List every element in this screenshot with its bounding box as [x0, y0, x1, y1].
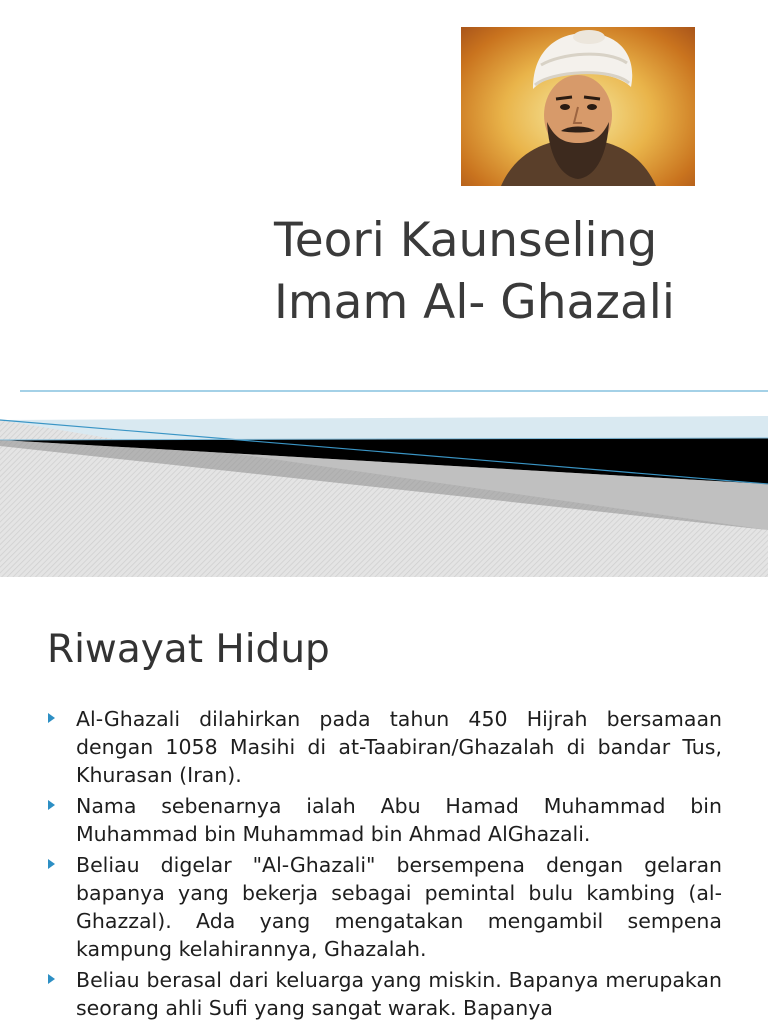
portrait-image: [461, 27, 695, 186]
list-item: [47, 966, 722, 1022]
list-item: [47, 851, 722, 963]
title-line-2: Imam Al- Ghazali: [274, 275, 675, 330]
bullet-arrow-icon: [48, 800, 55, 810]
title-line-1: Teori Kaunseling: [274, 213, 658, 268]
bullet-arrow-icon: [48, 974, 55, 984]
bullet-text: Nama sebenarnya ialah Abu Hamad Muhammad bin Muhammad bin Muhammad bin Ahmad AlGhazali.: [76, 794, 722, 846]
bullet-arrow-icon: [48, 713, 55, 723]
bullet-text: Beliau digelar "Al-Ghazali" bersempena dengan gelaran bapanya yang bekerja sebagai pemintal bulu kambing (al-Ghazzal). Ada yang mengatakan mengambil sempena kampung kelahirannya, Ghazalah.: [76, 853, 722, 961]
content-slide: [0, 577, 768, 1024]
band-graphic: [0, 380, 768, 577]
list-item: [47, 705, 722, 789]
bullet-arrow-icon: [48, 859, 55, 869]
bullet-list: [47, 705, 722, 1024]
slide-title: [274, 210, 744, 334]
slide-heading: Riwayat Hidup: [47, 627, 330, 672]
list-item: [47, 792, 722, 848]
decorative-band: [0, 380, 768, 577]
bullet-text: Beliau berasal dari keluarga yang miskin. Bapanya merupakan seorang ahli Sufi yang sangat warak. Bapanya: [76, 968, 722, 1020]
portrait-illustration: [461, 27, 695, 186]
bullet-text: Al-Ghazali dilahirkan pada tahun 450 Hijrah bersamaan dengan 1058 Masihi di at-Taabiran/Ghazalah di bandar Tus, Khurasan (Iran).: [76, 707, 722, 787]
